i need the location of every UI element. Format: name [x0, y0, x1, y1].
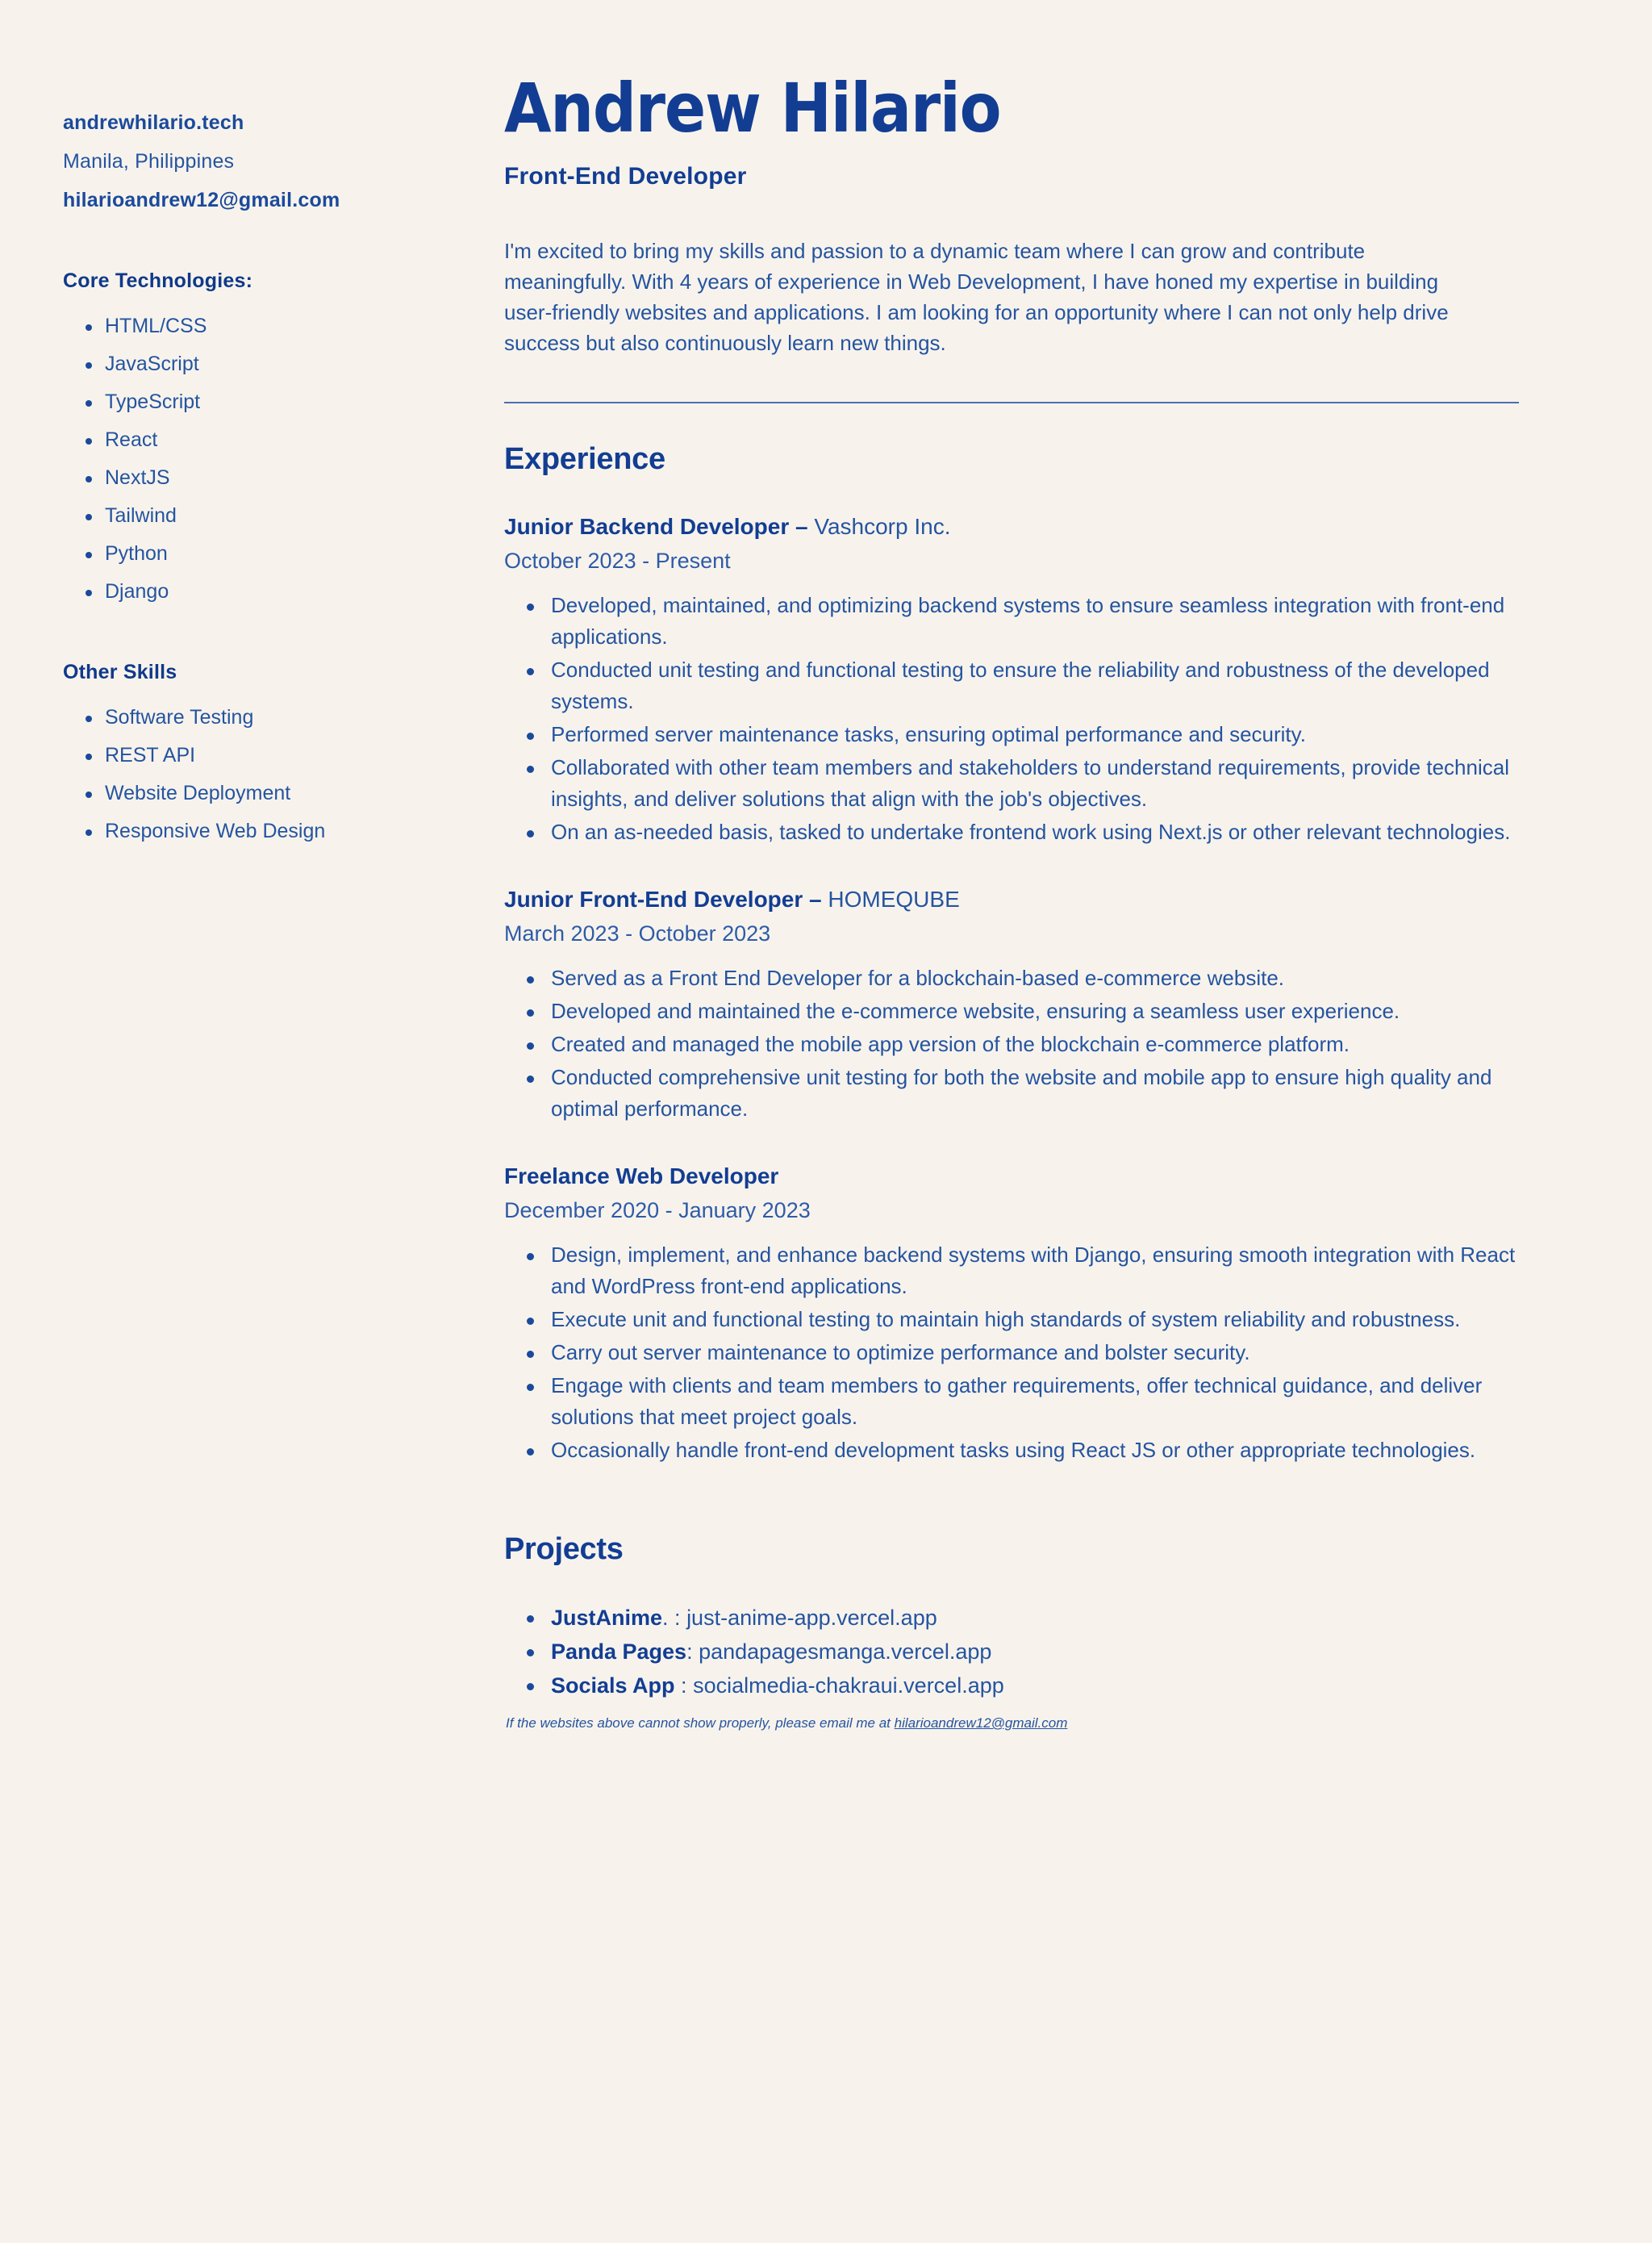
project-url[interactable]: just-anime-app.vercel.app: [686, 1606, 937, 1630]
experience-section-heading: Experience: [504, 442, 665, 476]
bullet-text: Occasionally handle front-end development tasks using React JS or other appropriate technologies.: [551, 1438, 1476, 1462]
footnote-email-link[interactable]: hilarioandrew12@gmail.com: [894, 1715, 1068, 1731]
list-item: [504, 963, 1519, 994]
project-separator: :: [674, 1673, 694, 1698]
list-item: [504, 1062, 1519, 1125]
bullet-text: Created and managed the mobile app version of the blockchain e-commerce platform.: [551, 1032, 1350, 1056]
list-item: [63, 775, 436, 812]
contact-email[interactable]: hilarioandrew12@gmail.com: [63, 189, 340, 211]
list-item: [504, 1370, 1519, 1433]
bullet-text: Developed and maintained the e-commerce website, ensuring a seamless user experience.: [551, 999, 1400, 1023]
experience-entry: [504, 511, 1519, 848]
list-item: [63, 737, 436, 775]
bullet-text: Engage with clients and team members to gather requirements, offer technical guidance, and deliver solutions that meet project goals.: [551, 1373, 1483, 1429]
list-item: [504, 1304, 1519, 1335]
bullet-text: On an as-needed basis, tasked to undertake frontend work using Next.js or other relevant technologies.: [551, 820, 1511, 844]
project-name: JustAnime: [551, 1606, 663, 1630]
projects-section-heading: Projects: [504, 1532, 624, 1566]
skill-label: Tailwind: [105, 504, 177, 527]
list-item: [63, 345, 436, 383]
other-skills-heading: Other Skills: [63, 661, 177, 683]
bullet-text: Conducted comprehensive unit testing for both the website and mobile app to ensure high quality and optimal performance.: [551, 1065, 1492, 1121]
professional-title: Front-End Developer: [504, 163, 747, 190]
experience-role: Freelance Web Developer: [504, 1163, 779, 1188]
core-technologies-list: [63, 307, 436, 611]
projects-footnote: [504, 1715, 1519, 1731]
bullet-text: Performed server maintenance tasks, ensuring optimal performance and security.: [551, 722, 1306, 746]
project-url[interactable]: pandapagesmanga.vercel.app: [699, 1639, 992, 1664]
skill-label: Website Deployment: [105, 782, 291, 804]
other-skills-list: [63, 699, 436, 850]
list-item: [504, 719, 1519, 750]
skill-label: HTML/CSS: [105, 315, 207, 337]
bullet-text: Served as a Front End Developer for a blockchain-based e-commerce website.: [551, 966, 1284, 990]
skill-label: REST API: [105, 744, 196, 766]
experience-title-line: [504, 883, 1519, 916]
sidebar: [0, 0, 436, 2243]
main-content: [436, 0, 1652, 2243]
footnote-text: If the websites above cannot show properly, please email me at: [506, 1715, 895, 1731]
bullet-text: Design, implement, and enhance backend systems with Django, ensuring smooth integration with React and WordPress front-end applications.: [551, 1243, 1516, 1298]
list-item: [504, 996, 1519, 1027]
project-separator: :: [686, 1639, 699, 1664]
list-item: [504, 1029, 1519, 1060]
list-item[interactable]: [504, 1669, 1519, 1702]
bullet-text: Execute unit and functional testing to maintain high standards of system reliability and robustness.: [551, 1307, 1461, 1331]
list-item[interactable]: [504, 1635, 1519, 1669]
list-item: [63, 421, 436, 459]
projects-list: [504, 1601, 1519, 1702]
list-item: [63, 497, 436, 535]
project-name: Socials App: [551, 1673, 675, 1698]
experience-bullet-list: [504, 1239, 1519, 1466]
contact-location: Manila, Philippines: [63, 150, 235, 173]
list-item[interactable]: [504, 1601, 1519, 1635]
skill-label: Django: [105, 580, 169, 603]
list-item: [504, 1435, 1519, 1466]
experience-role: Junior Backend Developer –: [504, 514, 808, 539]
experience-role: Junior Front-End Developer –: [504, 887, 822, 912]
page-title: Andrew Hilario: [504, 69, 1001, 148]
skill-label: NextJS: [105, 466, 170, 489]
bullet-text: Conducted unit testing and functional testing to ensure the reliability and robustness of the developed systems.: [551, 658, 1490, 713]
experience-dates: October 2023 - Present: [504, 549, 731, 573]
list-item: [63, 383, 436, 421]
project-name: Panda Pages: [551, 1639, 687, 1664]
experience-dates: March 2023 - October 2023: [504, 921, 771, 946]
list-item: [63, 699, 436, 737]
skill-label: JavaScript: [105, 353, 199, 375]
skill-label: TypeScript: [105, 391, 201, 413]
experience-company: Vashcorp Inc.: [807, 514, 951, 539]
list-item: [504, 654, 1519, 717]
list-item: [63, 573, 436, 611]
list-item: [63, 459, 436, 497]
list-item: [504, 590, 1519, 653]
skill-label: Software Testing: [105, 706, 254, 729]
bullet-text: Carry out server maintenance to optimize performance and bolster security.: [551, 1340, 1250, 1364]
list-item: [504, 752, 1519, 815]
experience-bullet-list: [504, 963, 1519, 1125]
experience-dates: December 2020 - January 2023: [504, 1198, 811, 1222]
experience-entry: [504, 1160, 1519, 1466]
experience-company: HOMEQUBE: [821, 887, 960, 912]
list-item: [63, 307, 436, 345]
list-item: [63, 535, 436, 573]
contact-website[interactable]: andrewhilario.tech: [63, 111, 244, 134]
skill-label: React: [105, 428, 158, 451]
skill-label: Python: [105, 542, 168, 565]
skill-label: Responsive Web Design: [105, 820, 326, 842]
contact-block: [63, 103, 436, 219]
summary-paragraph: I'm excited to bring my skills and passion to a dynamic team where I can grow and contribute meaningfully. With 4 years of experience in Web Development, I have honed my expertise in building user-friendly websites and applications. I am looking for an opportunity where I can not only help drive success but also continuously learn new things.: [504, 239, 1449, 355]
bullet-text: Developed, maintained, and optimizing backend systems to ensure seamless integration with front-end applications.: [551, 593, 1505, 649]
experience-bullet-list: [504, 590, 1519, 848]
project-separator: . :: [662, 1606, 687, 1630]
experience-title-line: [504, 1160, 1519, 1193]
bullet-text: Collaborated with other team members and stakeholders to understand requirements, provide technical insights, and deliver solutions that align with the job's objectives.: [551, 755, 1509, 811]
list-item: [504, 817, 1519, 848]
list-item: [63, 812, 436, 850]
header-divider: [504, 402, 1519, 403]
experience-entry: [504, 883, 1519, 1125]
list-item: [504, 1337, 1519, 1368]
core-technologies-heading: Core Technologies:: [63, 269, 253, 292]
projects-section: [504, 1532, 1519, 1731]
project-url[interactable]: socialmedia-chakraui.vercel.app: [693, 1673, 1004, 1698]
experience-title-line: [504, 511, 1519, 543]
list-item: [504, 1239, 1519, 1302]
